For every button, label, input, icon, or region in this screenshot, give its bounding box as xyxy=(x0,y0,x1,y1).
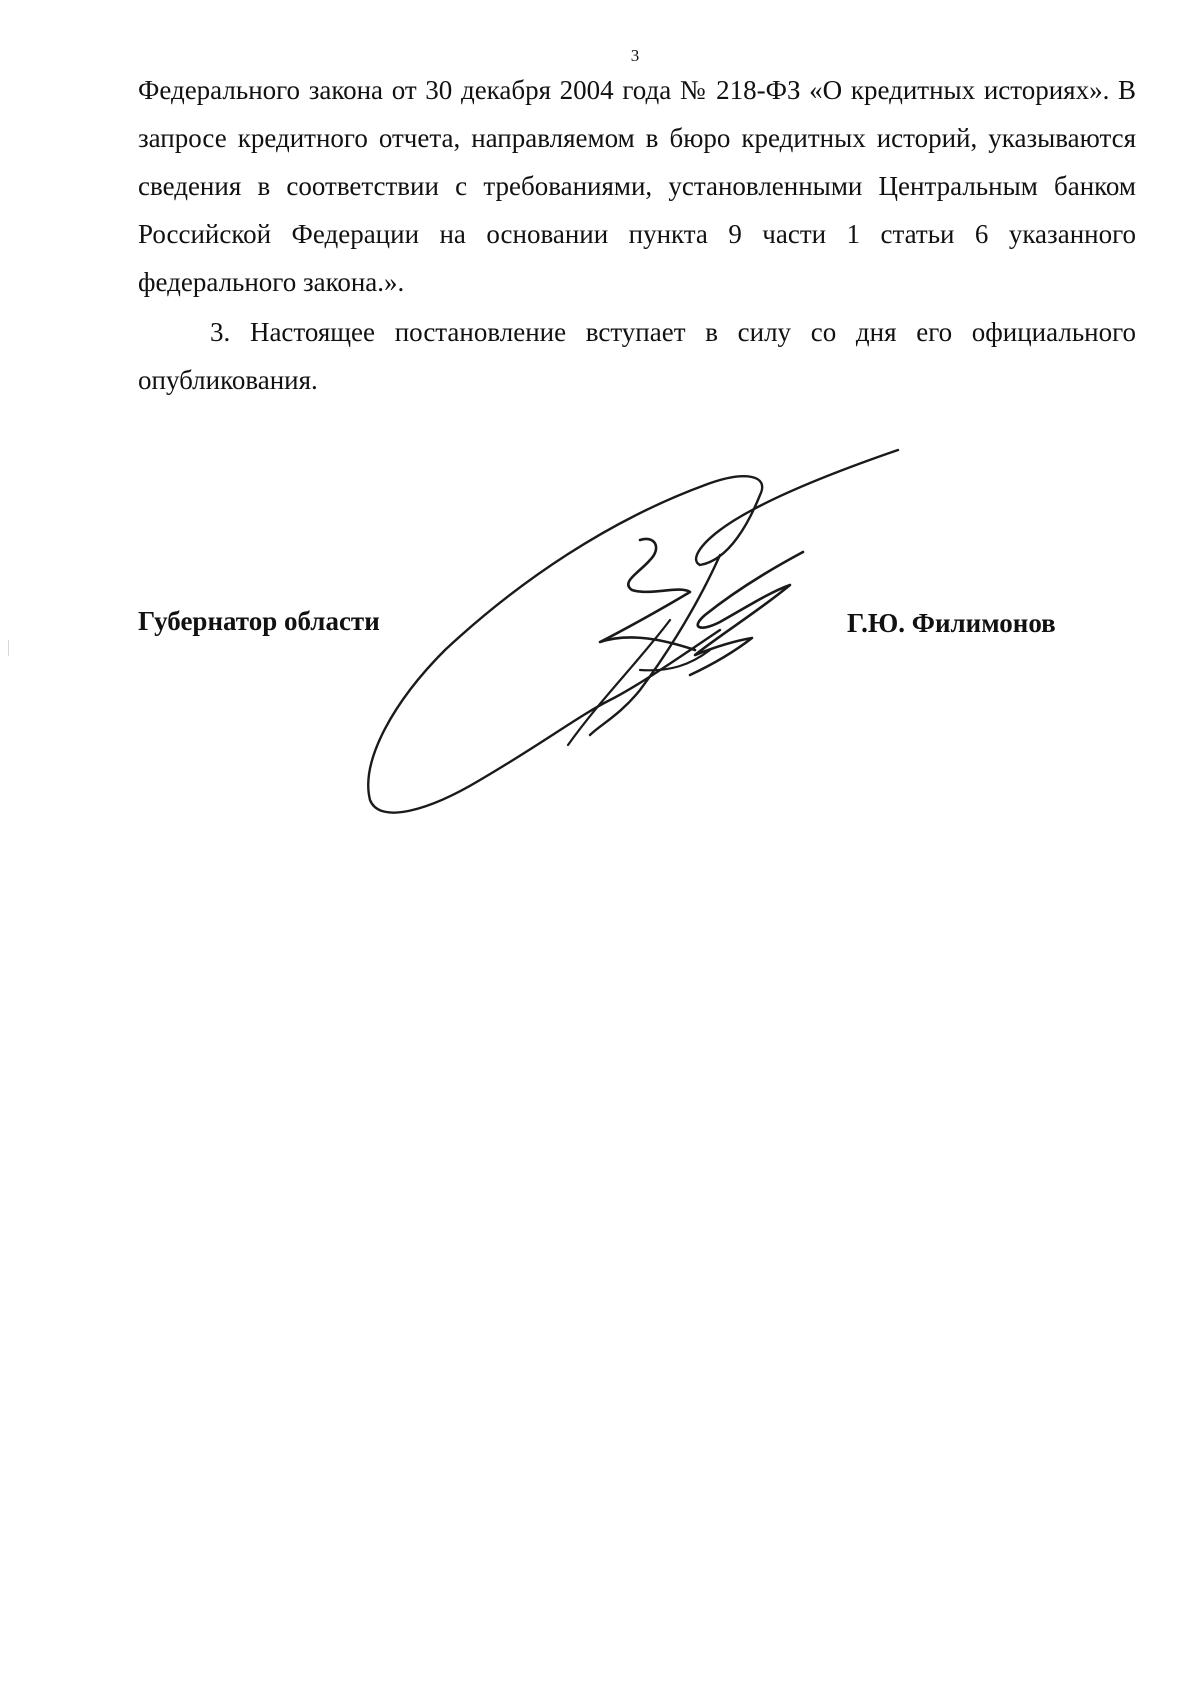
signature-stroke-loop xyxy=(368,450,898,813)
paragraph-3: 3. Настоящее постановление вступает в силу со дня его официального опубликования. xyxy=(138,317,1136,395)
signature-stroke-slash-1 xyxy=(590,555,720,735)
signature-stroke-tail xyxy=(640,650,710,670)
document-body xyxy=(138,66,1136,404)
signatory-title: Губернатор области xyxy=(138,606,380,636)
signature-stroke-slash-2 xyxy=(568,620,670,745)
scan-margin-mark xyxy=(8,640,9,656)
signatory-name: Г.Ю. Филимонов xyxy=(847,608,1056,638)
paragraph-continued: Федерального закона от 30 декабря 2004 года № 218-ФЗ «О кредитных историях». В запросе кредитного отчета, направляемом в бюро кредитных историй, указываются сведения в соответствии с требованиями, установленными Центральным банком Российской Федерации на основании пункта 9 части 1 статьи 6 указанного федерального закона.». xyxy=(138,75,1136,297)
signature-stroke-zigzag-2 xyxy=(690,552,803,675)
page-number: 3 xyxy=(630,46,640,65)
signature-stroke-zigzag-1 xyxy=(600,539,695,650)
